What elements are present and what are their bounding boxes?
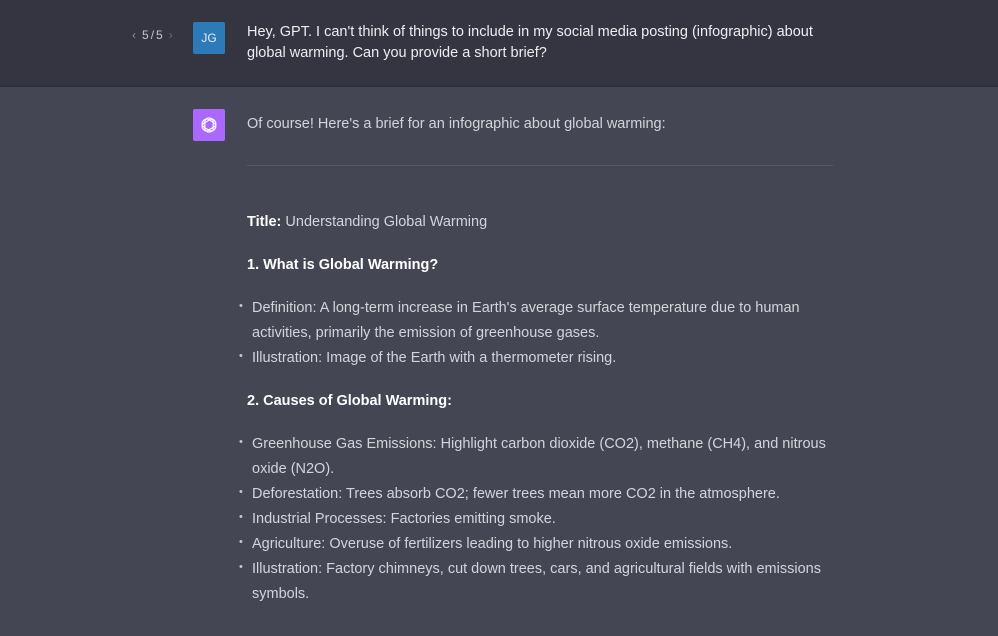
openai-logo-icon xyxy=(199,115,219,135)
section-bullet-list xyxy=(247,296,837,371)
pager-total: 5 xyxy=(156,28,163,42)
list-item: • Illustration: Factory chimneys, cut down trees, cars, and agricultural fields with emissions symbols. xyxy=(247,557,837,607)
user-avatar-initials: JG xyxy=(201,31,217,45)
section-bullet-list xyxy=(247,432,837,607)
content-divider xyxy=(247,165,833,166)
section-heading: 1. What is Global Warming? xyxy=(247,257,439,273)
user-avatar xyxy=(193,22,225,54)
list-item: • Greenhouse Gas Emissions: Highlight carbon dioxide (CO2), methane (CH4), and nitrous oxide (N2O). xyxy=(247,432,837,482)
user-message-row xyxy=(0,0,998,87)
title-value: Understanding Global Warming xyxy=(281,214,488,230)
assistant-avatar xyxy=(193,109,225,141)
chevron-left-icon[interactable]: ‹ xyxy=(132,28,136,42)
pager-separator: / xyxy=(150,28,155,42)
list-item: • Definition: A long-term increase in Earth's average surface temperature due to human activities, primarily the emission of greenhouse gases. xyxy=(247,296,837,346)
infographic-title xyxy=(247,210,837,235)
assistant-intro: Of course! Here's a brief for an infographic about global warming: xyxy=(247,116,666,132)
response-pager xyxy=(132,28,173,42)
title-label: Title: xyxy=(247,214,282,230)
pager-current: 5 xyxy=(142,28,149,42)
section-heading: 2. Causes of Global Warming: xyxy=(247,393,452,409)
chevron-right-icon[interactable]: › xyxy=(168,28,173,42)
assistant-message-content xyxy=(247,112,837,607)
user-message-text: Hey, GPT. I can't think of things to include in my social media posting (infographic) about global warming. Can you provide a short brief? xyxy=(247,24,813,61)
list-item: • Illustration: Image of the Earth with a thermometer rising. xyxy=(247,346,837,371)
assistant-message-row xyxy=(0,87,998,636)
list-item: • Deforestation: Trees absorb CO2; fewer trees mean more CO2 in the atmosphere. xyxy=(247,482,837,507)
list-item: • Agriculture: Overuse of fertilizers leading to higher nitrous oxide emissions. xyxy=(247,532,837,557)
list-item: • Industrial Processes: Factories emitting smoke. xyxy=(247,507,837,532)
